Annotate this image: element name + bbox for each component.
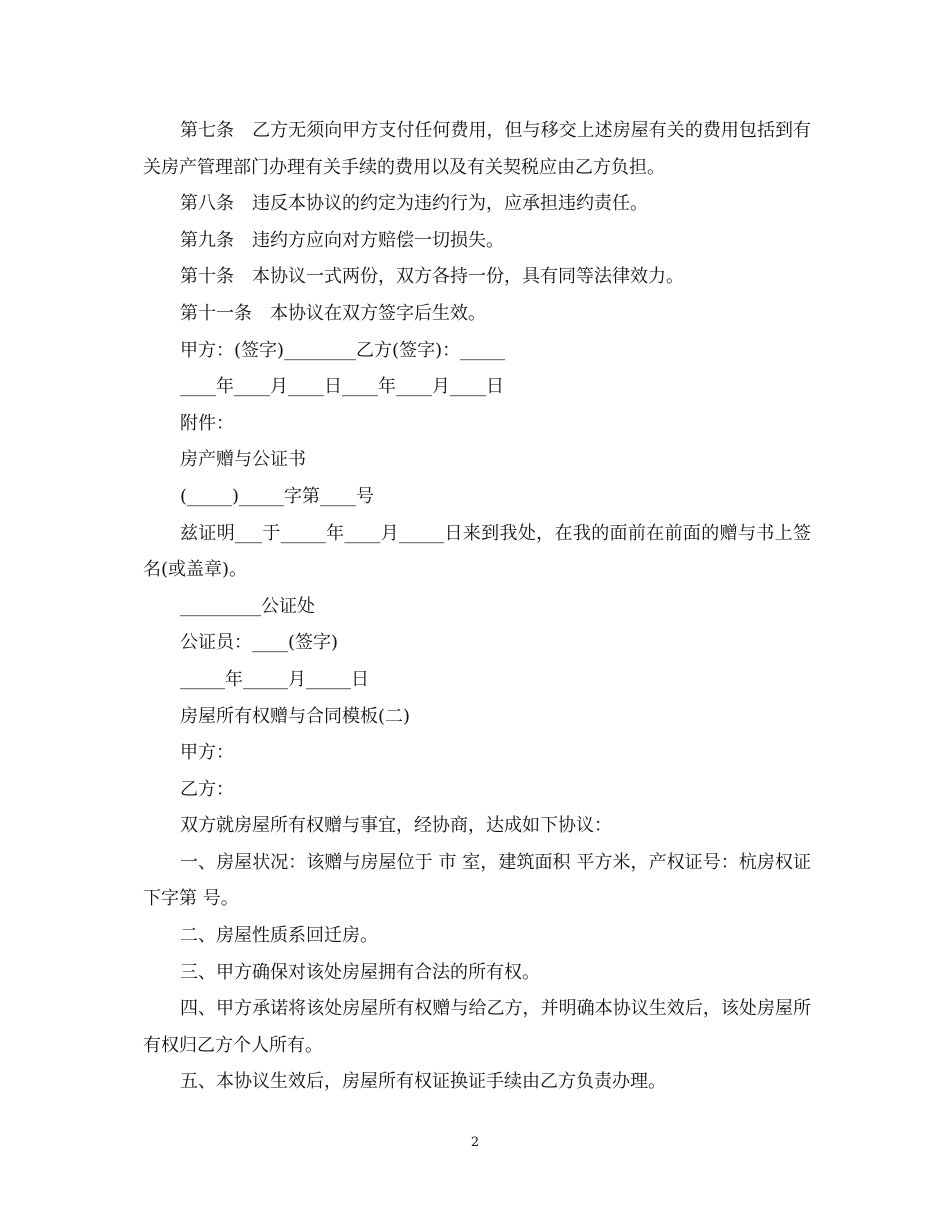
agreement-intro: 双方就房屋所有权赠与事宜，经协商，达成如下协议： xyxy=(180,815,612,837)
item-4-gift-commitment: 四、甲方承诺将该处房屋所有权赠与给乙方，并明确本协议生效后，该处房屋所有权归乙方个人所有。 xyxy=(143,998,811,1056)
certificate-number-line: (_____)_____字第____号 xyxy=(180,485,375,507)
notary-signature-line: 公证员：____(签字) xyxy=(180,632,339,654)
item-5-certificate-exchange: 五、本协议生效后，房屋所有权证换证手续由乙方负责办理。 xyxy=(180,1071,666,1093)
notary-date-line: _____年_____月_____日 xyxy=(180,668,369,690)
notary-office-line: _________公证处 xyxy=(180,595,315,617)
template-two-title: 房屋所有权赠与合同模板(二) xyxy=(180,705,411,727)
notarial-certificate-title: 房产赠与公证书 xyxy=(180,449,306,471)
clause-7: 第七条 乙方无须向甲方支付任何费用，但与移交上述房屋有关的费用包括到有关房产管理部门办理有关手续的费用以及有关契税应由乙方负担。 xyxy=(143,120,811,178)
signature-line: 甲方：(签字)________乙方(签字)：_____ xyxy=(180,339,506,361)
page-number: 2 xyxy=(470,1135,480,1150)
item-2-property-nature: 二、房屋性质系回迁房。 xyxy=(180,925,378,947)
clause-10: 第十条 本协议一式两份，双方各持一份，具有同等法律效力。 xyxy=(180,266,684,288)
clause-8: 第八条 违反本协议的约定为违约行为，应承担违约责任。 xyxy=(180,193,648,215)
certification-statement: 兹证明___于_____年____月_____日来到我处，在我的面前在前面的赠与书上签名(或盖章)。 xyxy=(143,522,811,581)
document-body xyxy=(143,113,811,1101)
date-line: ____年____月____日____年____月____日 xyxy=(180,376,504,398)
clause-11: 第十一条 本协议在双方签字后生效。 xyxy=(180,302,486,324)
party-a-line: 甲方： xyxy=(180,742,234,764)
clause-9: 第九条 违约方应向对方赔偿一切损失。 xyxy=(180,229,504,251)
item-1-property-status: 一、房屋状况：该赠与房屋位于 市 室，建筑面积 平方米，产权证号：杭房权证下字第 号。 xyxy=(143,851,811,910)
attachment-label: 附件： xyxy=(180,412,234,434)
party-b-line: 乙方： xyxy=(180,778,234,800)
item-3-ownership-guarantee: 三、甲方确保对该处房屋拥有合法的所有权。 xyxy=(180,961,540,983)
